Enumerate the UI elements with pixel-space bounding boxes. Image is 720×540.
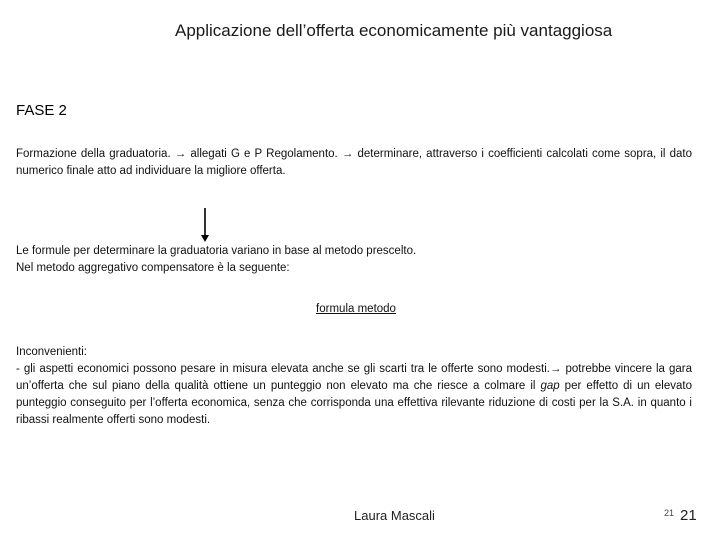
paragraph-inconvenienti bbox=[16, 344, 692, 429]
paragraph-graduatoria: Formazione della graduatoria. → allegati G e P Regolamento. → determinare, attraverso i coefficienti calcolati come sopra, il dato numerico finale atto ad individuare la migliore offerta. bbox=[16, 148, 692, 177]
formula-metodo-link-row bbox=[0, 303, 712, 315]
slide-number-small: 21 bbox=[664, 508, 675, 518]
formule-line-1: Le formule per determinare la graduatoria variano in base al metodo prescelto. bbox=[16, 245, 417, 257]
formula-metodo-link[interactable]: formula metodo bbox=[316, 303, 396, 315]
slide-title: Applicazione dell’offerta economicamente più vantaggiosa bbox=[175, 21, 613, 40]
paragraph-formule bbox=[16, 243, 692, 277]
inconvenienti-heading: Inconvenienti: bbox=[16, 346, 87, 358]
gap-word: gap bbox=[540, 380, 560, 392]
formule-line-2: Nel metodo aggregativo compensatore è la seguente: bbox=[16, 262, 290, 274]
down-arrow-icon bbox=[201, 208, 209, 242]
inconvenienti-text-end: per effetto di un elevato punteggio conseguito per l’offerta economica, senza che corrisponda una effettiva rilevante riduzione di costi per la S.A. in quanto i ribassi realmente offerti sono modesti. bbox=[16, 380, 692, 426]
phase-heading: FASE 2 bbox=[16, 102, 67, 119]
inconvenienti-text-start: - gli aspetti economici possono pesare in misura elevata anche se gli scarti tra le offerte sono modesti.→ potrebbe vincere la gara un’offerta che sul piano della qualità ottiene un punteggio non elevato ma che riesce a colmare il bbox=[16, 363, 692, 392]
slide-number: 21 bbox=[680, 507, 697, 524]
footer-author: Laura Mascali bbox=[354, 508, 435, 523]
